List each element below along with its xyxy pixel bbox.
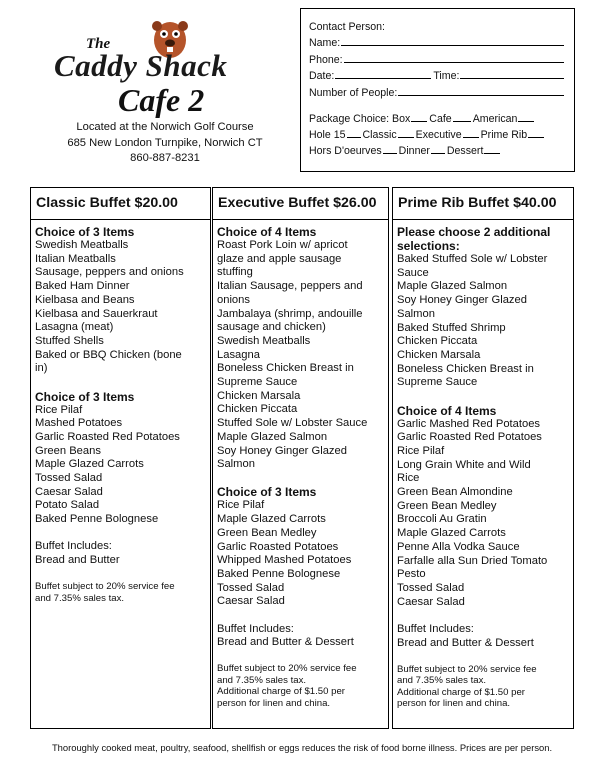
menu-item: Green Bean Medley: [397, 499, 497, 512]
time-field[interactable]: [460, 78, 564, 79]
dessert-label: Dessert: [446, 144, 484, 157]
dessert-blank[interactable]: [484, 153, 500, 154]
menu-item: Maple Glazed Carrots: [217, 513, 326, 526]
menu-item: in): [35, 362, 48, 375]
prime-rib-label: Prime Rib: [480, 128, 528, 141]
phone-field[interactable]: [344, 62, 564, 63]
package-choice-label: Package Choice: Box: [309, 112, 411, 125]
linen-charge-note: person for linen and china.: [397, 698, 511, 709]
menu-item: Supreme Sauce: [397, 376, 478, 389]
dinner-label: Dinner: [398, 144, 430, 157]
menu-item: Sausage, peppers and onions: [35, 266, 184, 279]
package-row: [309, 109, 566, 125]
menu-item: Stuffed Shells: [35, 334, 104, 347]
menu-item: Broccoli Au Gratin: [397, 513, 487, 526]
menu-item: Kielbasa and Beans: [35, 293, 135, 306]
contact-form: [300, 8, 575, 172]
menu-item: Maple Glazed Salmon: [397, 280, 508, 293]
people-field[interactable]: [398, 95, 564, 96]
executive-section-heading: Choice of 4 Items: [217, 225, 317, 239]
buffet-includes-label: Buffet Includes:: [35, 540, 112, 553]
menu-item: Italian Sausage, peppers and: [217, 280, 363, 293]
hole15-blank[interactable]: [347, 137, 361, 138]
menu-item: Baked Ham Dinner: [35, 280, 130, 293]
service-fee-note: Buffet subject to 20% service fee: [35, 581, 175, 593]
menu-item: Rice Pilaf: [397, 444, 445, 457]
prime-section-heading: Please choose 2 additional: [397, 225, 551, 239]
menu-item: Green Beans: [35, 444, 101, 457]
menu-item: Chicken Piccata: [397, 335, 478, 348]
menu-item: Garlic Mashed Red Potatoes: [397, 417, 541, 430]
menu-item: Rice Pilaf: [217, 499, 265, 512]
menu-item: Potato Salad: [35, 499, 100, 512]
menu-item: Jambalaya (shrimp, andouille: [217, 307, 363, 320]
classic-section-heading: Choice of 3 Items: [35, 389, 135, 404]
executive-blank[interactable]: [463, 137, 479, 138]
menu-item: Maple Glazed Carrots: [397, 527, 506, 540]
menu-item: Green Bean Medley: [217, 526, 317, 539]
classic-section-heading: Choice of 3 Items: [35, 225, 135, 239]
menu-item: Caesar Salad: [217, 595, 285, 608]
contact-person-label: Contact Person:: [309, 20, 385, 33]
sales-tax-note: and 7.35% sales tax.: [217, 674, 307, 686]
menu-item: Tossed Salad: [397, 581, 465, 594]
name-row: [309, 33, 566, 50]
venue-address: 685 New London Turnpike, Norwich CT: [67, 136, 263, 149]
hors-row: [309, 141, 566, 157]
menu-item: glaze and apple sausage: [217, 252, 342, 265]
menu-item: Sauce: [397, 266, 429, 279]
menu-item: Baked Stuffed Shrimp: [397, 321, 506, 334]
menu-item: Chicken Piccata: [217, 403, 298, 416]
menu-item: Mashed Potatoes: [35, 417, 123, 430]
service-fee-note: Buffet subject to 20% service fee: [397, 663, 537, 675]
menu-item: Penne Alla Vodka Sauce: [397, 540, 520, 553]
logo-sub: Cafe 2: [118, 82, 205, 118]
menu-item: Boneless Chicken Breast in: [217, 362, 354, 375]
name-label: Name:: [309, 37, 341, 49]
buffet-includes-item: Bread and Butter: [35, 554, 120, 567]
executive-section-heading: Choice of 3 Items: [217, 485, 317, 500]
american-blank[interactable]: [518, 121, 534, 122]
menu-item: Rice Pilaf: [35, 403, 83, 416]
menu-item: Long Grain White and Wild: [397, 458, 531, 471]
prime-rib-buffet-title: Prime Rib Buffet $40.00: [393, 188, 573, 220]
menu-item: Green Bean Almondine: [397, 486, 513, 499]
classic-label: Classic: [362, 128, 397, 141]
menu-item: Roast Pork Loin w/ apricot: [217, 239, 348, 251]
prime-section-heading: selections:: [397, 239, 460, 253]
buffet-includes-item: Bread and Butter & Dessert: [217, 636, 354, 649]
menu-item: Baked Penne Bolognese: [35, 513, 159, 526]
menu-item: Kielbasa and Sauerkraut: [35, 307, 158, 320]
menu-item: Caesar Salad: [35, 485, 103, 498]
venue-location: Located at the Norwich Golf Course: [76, 121, 254, 133]
menu-item: Swedish Meatballs: [217, 334, 311, 347]
executive-buffet-column: [212, 187, 389, 729]
linen-charge-note: Additional charge of $1.50 per: [217, 686, 346, 698]
buffet-includes-item: Bread and Butter & Dessert: [397, 636, 534, 649]
food-safety-footer: Thoroughly cooked meat, poultry, seafood, shellfish or eggs reduces the risk of food borne illness. Prices are per person.: [51, 742, 553, 753]
classic-blank[interactable]: [398, 137, 414, 138]
menu-item: Lasagna (meat): [35, 321, 114, 334]
menu-item: sausage and chicken): [217, 321, 326, 334]
menu-item: Tossed Salad: [217, 581, 285, 594]
hole15-label: Hole 15: [309, 128, 346, 141]
menu-item: Salmon: [397, 307, 435, 320]
phone-row: [309, 49, 566, 66]
menu-item: Garlic Roasted Red Potatoes: [397, 431, 542, 444]
cafe-label: Cafe: [429, 112, 452, 125]
menu-item: Garlic Roasted Potatoes: [217, 540, 339, 553]
american-label: American: [472, 112, 518, 125]
menu-item: Italian Meatballs: [35, 252, 116, 265]
prime-rib-buffet-column: [392, 187, 574, 729]
contact-person-row: [309, 16, 566, 33]
prime-section-heading: Choice of 4 Items: [397, 403, 497, 418]
venue-info: [40, 120, 290, 167]
buffet-includes-label: Buffet Includes:: [397, 622, 474, 635]
people-label: Number of People:: [309, 86, 398, 99]
menu-item: Garlic Roasted Red Potatoes: [35, 430, 180, 443]
people-row: [309, 82, 566, 99]
menu-item: Soy Honey Ginger Glazed: [397, 294, 527, 307]
sales-tax-note: and 7.35% sales tax.: [397, 675, 487, 687]
menu-item: Boneless Chicken Breast in: [397, 362, 534, 375]
menu-item: onions: [217, 293, 250, 306]
prime-rib-blank[interactable]: [528, 137, 544, 138]
menu-item: Maple Glazed Salmon: [217, 430, 328, 443]
classic-buffet-title: Classic Buffet $20.00: [31, 188, 210, 220]
linen-charge-note: Additional charge of $1.50 per: [397, 686, 526, 698]
menu-item: Baked Stuffed Sole w/ Lobster: [397, 253, 548, 265]
menu-item: Caesar Salad: [397, 595, 465, 608]
logo: [40, 12, 290, 118]
menu-item: stuffing: [217, 266, 253, 279]
menu-item: Chicken Marsala: [217, 389, 301, 402]
hors-label: Hors D'oeurves: [309, 144, 382, 157]
logo-name: Caddy Shack: [54, 48, 228, 83]
menu-item: Swedish Meatballs: [35, 239, 129, 251]
menu-item: Chicken Marsala: [397, 348, 481, 361]
service-fee-note: Buffet subject to 20% service fee: [217, 663, 357, 675]
menu-item: Tossed Salad: [35, 472, 103, 485]
menu-item: Maple Glazed Carrots: [35, 458, 144, 471]
menu-item: Farfalle alla Sun Dried Tomato: [397, 554, 548, 567]
cafe-blank[interactable]: [453, 121, 471, 122]
menu-item: Stuffed Sole w/ Lobster Sauce: [217, 417, 368, 430]
executive-label: Executive: [415, 128, 462, 141]
buffet-includes-label: Buffet Includes:: [217, 622, 294, 635]
classic-buffet-column: [30, 187, 211, 729]
hors-blank[interactable]: [383, 153, 397, 154]
venue-phone: 860-887-8231: [130, 152, 200, 164]
menu-item: Whipped Mashed Potatoes: [217, 554, 352, 567]
sales-tax-note: and 7.35% sales tax.: [35, 592, 125, 604]
name-field[interactable]: [341, 45, 564, 46]
date-field[interactable]: [335, 78, 431, 79]
menu-item: Rice: [397, 472, 420, 485]
menu-item: Soy Honey Ginger Glazed: [217, 444, 347, 457]
linen-charge-note: person for linen and china.: [217, 697, 331, 709]
menu-item: Baked Penne Bolognese: [217, 567, 341, 580]
menu-item: Supreme Sauce: [217, 376, 298, 389]
menu-item: Lasagna: [217, 348, 260, 361]
menu-item: Salmon: [217, 458, 255, 471]
logo-the: The: [86, 36, 111, 52]
date-time-row: [309, 66, 566, 83]
hole15-row: [309, 125, 566, 141]
menu-item: Baked or BBQ Chicken (bone: [35, 348, 182, 361]
executive-buffet-title: Executive Buffet $26.00: [213, 188, 388, 220]
time-label: Time:: [433, 70, 460, 82]
dinner-blank[interactable]: [431, 153, 445, 154]
date-label: Date:: [309, 70, 335, 82]
phone-label: Phone:: [309, 53, 343, 66]
menu-item: Pesto: [397, 568, 426, 581]
box-blank[interactable]: [411, 121, 427, 122]
